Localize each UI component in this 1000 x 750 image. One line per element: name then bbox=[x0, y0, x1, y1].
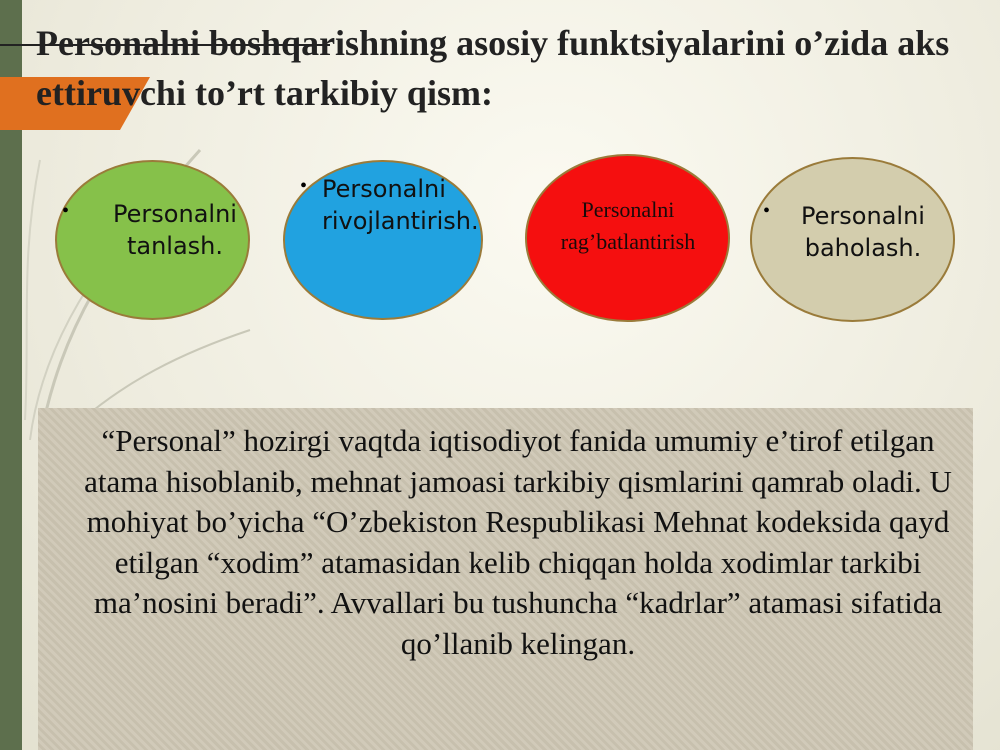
definition-paragraph: “Personal” hozirgi vaqtda iqtisodiyot fanida umumiy e’tirof etilgan atama hisoblanib, mehnat jamoasi tarkibiy qismlarini qamrab oladi. U mohiyat bo’yicha “O’zbekiston Respublikasi Mehnat kodeksida qayd etilgan “xodim” atamasidan kelib chiqqan holda xodimlar tarkibi ma’nosini beradi”. Avvallari bu tushuncha “kadrlar” atamasi sifatida qo’llanib kelingan. bbox=[84, 423, 952, 661]
item-label-development: Personalni rivojlantirish. bbox=[322, 175, 479, 235]
item-label-motivation: Personalni rag’batlantirish bbox=[560, 197, 696, 254]
bullet-mark: • bbox=[300, 175, 308, 197]
bullet-mark: • bbox=[62, 200, 70, 222]
bullet-mark: • bbox=[763, 200, 771, 222]
slide-title: Personalni boshqarishning asosiy funktsiyalarini o’zida aks ettiruvchi to’rt tarkibiy qism: bbox=[36, 23, 950, 113]
item-label-evaluation: Personalni baholash. bbox=[801, 202, 925, 262]
item-label-selection: Personalni tanlash. bbox=[113, 200, 237, 260]
